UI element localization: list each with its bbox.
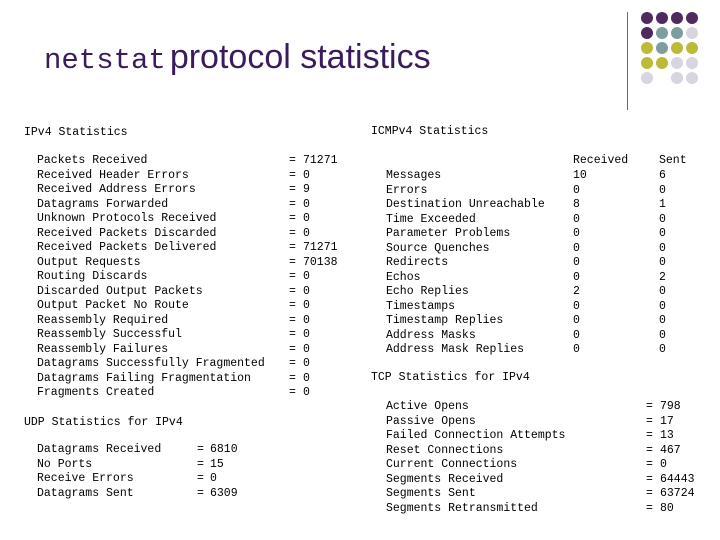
equals-sign: = bbox=[197, 443, 204, 456]
stat-label: Address Masks bbox=[386, 328, 476, 342]
equals-sign: = bbox=[646, 501, 653, 515]
stat-label: Redirects bbox=[386, 256, 449, 269]
stat-label: Timestamps bbox=[386, 299, 456, 313]
equals-sign: = bbox=[197, 486, 204, 500]
decorative-dot bbox=[656, 42, 668, 54]
stat-value: 63724 bbox=[660, 487, 695, 500]
stat-received-value: 0 bbox=[573, 241, 580, 255]
decorative-dot bbox=[641, 57, 653, 69]
equals-sign: = bbox=[289, 241, 296, 254]
stat-sent-value: 2 bbox=[659, 270, 666, 284]
decorative-dot bbox=[656, 57, 668, 69]
stat-label: Failed Connection Attempts bbox=[386, 429, 566, 442]
stat-value: 71271 bbox=[303, 241, 338, 254]
stat-sent-value: 0 bbox=[659, 256, 666, 269]
stat-label: Datagrams Failing Fragmentation bbox=[37, 371, 251, 385]
stat-value: 0 bbox=[303, 284, 310, 298]
equals-sign: = bbox=[646, 472, 653, 486]
equals-sign: = bbox=[646, 443, 653, 457]
tcp-values bbox=[660, 400, 695, 516]
divider-line bbox=[627, 12, 628, 110]
stat-sent-value: 0 bbox=[659, 227, 666, 240]
stat-label: Reassembly Successful bbox=[37, 328, 182, 341]
stat-value: 0 bbox=[303, 299, 310, 312]
stat-value: 0 bbox=[303, 371, 310, 385]
equals-sign: = bbox=[646, 429, 653, 442]
stat-value: 0 bbox=[210, 472, 217, 485]
tcp-labels bbox=[386, 400, 565, 516]
stat-received-value: 0 bbox=[573, 314, 580, 327]
stat-sent-value: 0 bbox=[659, 314, 666, 327]
stat-received-value: 0 bbox=[573, 183, 580, 197]
udp-header: UDP Statistics for IPv4 bbox=[24, 416, 183, 429]
equals-sign: = bbox=[289, 168, 296, 182]
stat-sent-value: 0 bbox=[659, 212, 666, 226]
ipv4-labels bbox=[37, 154, 265, 401]
equals-sign: = bbox=[646, 414, 653, 428]
stat-label: Destination Unreachable bbox=[386, 198, 545, 211]
stat-label: Segments Retransmitted bbox=[386, 501, 538, 515]
stat-sent-value: 0 bbox=[659, 183, 666, 197]
stat-label: Output Packet No Route bbox=[37, 299, 189, 312]
icmp-received-values bbox=[573, 169, 587, 358]
stat-label: Time Exceeded bbox=[386, 212, 476, 226]
slide-title bbox=[44, 38, 431, 77]
decorative-dot bbox=[656, 12, 668, 24]
udp-equals bbox=[197, 443, 204, 501]
equals-sign: = bbox=[646, 487, 653, 500]
stat-label: Receive Errors bbox=[37, 472, 134, 485]
stat-value: 0 bbox=[303, 357, 310, 370]
equals-sign: = bbox=[197, 472, 204, 485]
ipv4-header: IPv4 Statistics bbox=[24, 126, 128, 139]
equals-sign: = bbox=[289, 255, 296, 269]
decorative-dot bbox=[641, 42, 653, 54]
tcp-equals bbox=[646, 400, 653, 516]
stat-received-value: 0 bbox=[573, 256, 580, 269]
stat-received-value: 0 bbox=[573, 212, 580, 226]
stat-label: Source Quenches bbox=[386, 241, 490, 255]
udp-labels bbox=[37, 443, 161, 501]
stat-label: Timestamp Replies bbox=[386, 314, 504, 327]
stat-received-value: 2 bbox=[573, 285, 580, 298]
stat-label: Active Opens bbox=[386, 400, 469, 413]
decorative-dot bbox=[686, 27, 698, 39]
equals-sign: = bbox=[289, 328, 296, 341]
stat-value: 6309 bbox=[210, 486, 238, 500]
stat-sent-value: 0 bbox=[659, 299, 666, 313]
ipv4-equals bbox=[289, 154, 296, 401]
icmp-labels bbox=[386, 169, 545, 358]
stat-value: 17 bbox=[660, 414, 674, 428]
title-command: netstat bbox=[44, 44, 166, 77]
stat-label: Segments Sent bbox=[386, 487, 476, 500]
stat-label: Datagrams Sent bbox=[37, 486, 134, 500]
stat-value: 64443 bbox=[660, 472, 695, 486]
stat-value: 71271 bbox=[303, 154, 338, 167]
stat-label: Packets Received bbox=[37, 154, 148, 167]
decorative-dot bbox=[671, 42, 683, 54]
stat-label: Output Requests bbox=[37, 255, 141, 269]
udp-values bbox=[210, 443, 238, 501]
icmp-received-header: Received bbox=[573, 154, 629, 167]
stat-label: Received Header Errors bbox=[37, 168, 189, 182]
stat-value: 0 bbox=[303, 197, 310, 211]
stat-received-value: 8 bbox=[573, 198, 580, 211]
decorative-dot bbox=[686, 42, 698, 54]
stat-sent-value: 0 bbox=[659, 343, 666, 356]
equals-sign: = bbox=[197, 457, 204, 471]
stat-value: 70138 bbox=[303, 255, 338, 269]
decorative-dot bbox=[686, 12, 698, 24]
icmp-header: ICMPv4 Statistics bbox=[371, 125, 489, 138]
stat-label: Messages bbox=[386, 169, 442, 182]
equals-sign: = bbox=[289, 183, 296, 196]
equals-sign: = bbox=[289, 284, 296, 298]
stat-label: Echos bbox=[386, 270, 421, 284]
stat-received-value: 0 bbox=[573, 270, 580, 284]
stat-value: 6810 bbox=[210, 443, 238, 456]
decorative-dot bbox=[641, 12, 653, 24]
stat-label: Received Packets Discarded bbox=[37, 226, 217, 240]
stat-label: Datagrams Successfully Fragmented bbox=[37, 357, 265, 370]
stat-value: 13 bbox=[660, 429, 674, 442]
stat-label: Reassembly Failures bbox=[37, 342, 169, 356]
stat-value: 9 bbox=[303, 183, 310, 196]
stat-value: 0 bbox=[303, 270, 310, 283]
stat-received-value: 0 bbox=[573, 227, 580, 240]
stat-value: 0 bbox=[303, 386, 310, 399]
ipv4-values bbox=[303, 154, 338, 401]
equals-sign: = bbox=[289, 197, 296, 211]
title-rest: protocol statistics bbox=[169, 38, 431, 76]
stat-sent-value: 0 bbox=[659, 328, 666, 342]
equals-sign: = bbox=[289, 299, 296, 312]
equals-sign: = bbox=[289, 371, 296, 385]
stat-value: 0 bbox=[303, 168, 310, 182]
decorative-dot bbox=[686, 72, 698, 84]
equals-sign: = bbox=[289, 154, 296, 167]
stat-value: 0 bbox=[303, 226, 310, 240]
stat-value: 467 bbox=[660, 443, 681, 457]
icmp-sent-header: Sent bbox=[659, 154, 687, 167]
stat-label: Current Connections bbox=[386, 458, 518, 471]
equals-sign: = bbox=[646, 400, 653, 413]
equals-sign: = bbox=[289, 212, 296, 225]
stat-label: Routing Discards bbox=[37, 270, 148, 283]
stat-label: Segments Received bbox=[386, 472, 504, 486]
stat-value: 0 bbox=[303, 342, 310, 356]
stat-label: Reset Connections bbox=[386, 443, 504, 457]
decorative-dot bbox=[656, 27, 668, 39]
equals-sign: = bbox=[289, 357, 296, 370]
stat-sent-value: 0 bbox=[659, 241, 666, 255]
stat-label: No Ports bbox=[37, 457, 93, 471]
decorative-dot bbox=[641, 72, 653, 84]
equals-sign: = bbox=[646, 458, 653, 471]
icmp-sent-values bbox=[659, 169, 666, 358]
stat-received-value: 0 bbox=[573, 328, 580, 342]
stat-label: Passive Opens bbox=[386, 414, 476, 428]
stat-label: Fragments Created bbox=[37, 386, 155, 399]
stat-label: Echo Replies bbox=[386, 285, 469, 298]
decorative-dot bbox=[671, 72, 683, 84]
stat-received-value: 10 bbox=[573, 169, 587, 182]
stat-label: Unknown Protocols Received bbox=[37, 212, 217, 225]
stat-label: Address Mask Replies bbox=[386, 343, 525, 356]
decorative-dot bbox=[641, 27, 653, 39]
decorative-dot bbox=[671, 27, 683, 39]
stat-value: 0 bbox=[303, 313, 310, 327]
decorative-dot bbox=[671, 12, 683, 24]
stat-label: Parameter Problems bbox=[386, 227, 511, 240]
stat-sent-value: 6 bbox=[659, 169, 666, 182]
stat-sent-value: 0 bbox=[659, 285, 666, 298]
stat-label: Reassembly Required bbox=[37, 313, 169, 327]
equals-sign: = bbox=[289, 313, 296, 327]
stat-received-value: 0 bbox=[573, 299, 580, 313]
equals-sign: = bbox=[289, 270, 296, 283]
stat-label: Received Address Errors bbox=[37, 183, 196, 196]
stat-label: Received Packets Delivered bbox=[37, 241, 217, 254]
equals-sign: = bbox=[289, 226, 296, 240]
stat-label: Errors bbox=[386, 183, 428, 197]
decorative-dot bbox=[686, 57, 698, 69]
decorative-dot bbox=[671, 57, 683, 69]
stat-value: 0 bbox=[660, 458, 667, 471]
stat-value: 798 bbox=[660, 400, 681, 413]
stat-value: 0 bbox=[303, 328, 310, 341]
stat-label: Discarded Output Packets bbox=[37, 284, 203, 298]
stat-label: Datagrams Received bbox=[37, 443, 162, 456]
stat-label: Datagrams Forwarded bbox=[37, 197, 169, 211]
stat-value: 15 bbox=[210, 457, 224, 471]
tcp-header: TCP Statistics for IPv4 bbox=[371, 371, 530, 384]
stat-received-value: 0 bbox=[573, 343, 580, 356]
stat-sent-value: 1 bbox=[659, 198, 666, 211]
stat-value: 80 bbox=[660, 501, 674, 515]
equals-sign: = bbox=[289, 342, 296, 356]
equals-sign: = bbox=[289, 386, 296, 399]
stat-value: 0 bbox=[303, 212, 310, 225]
